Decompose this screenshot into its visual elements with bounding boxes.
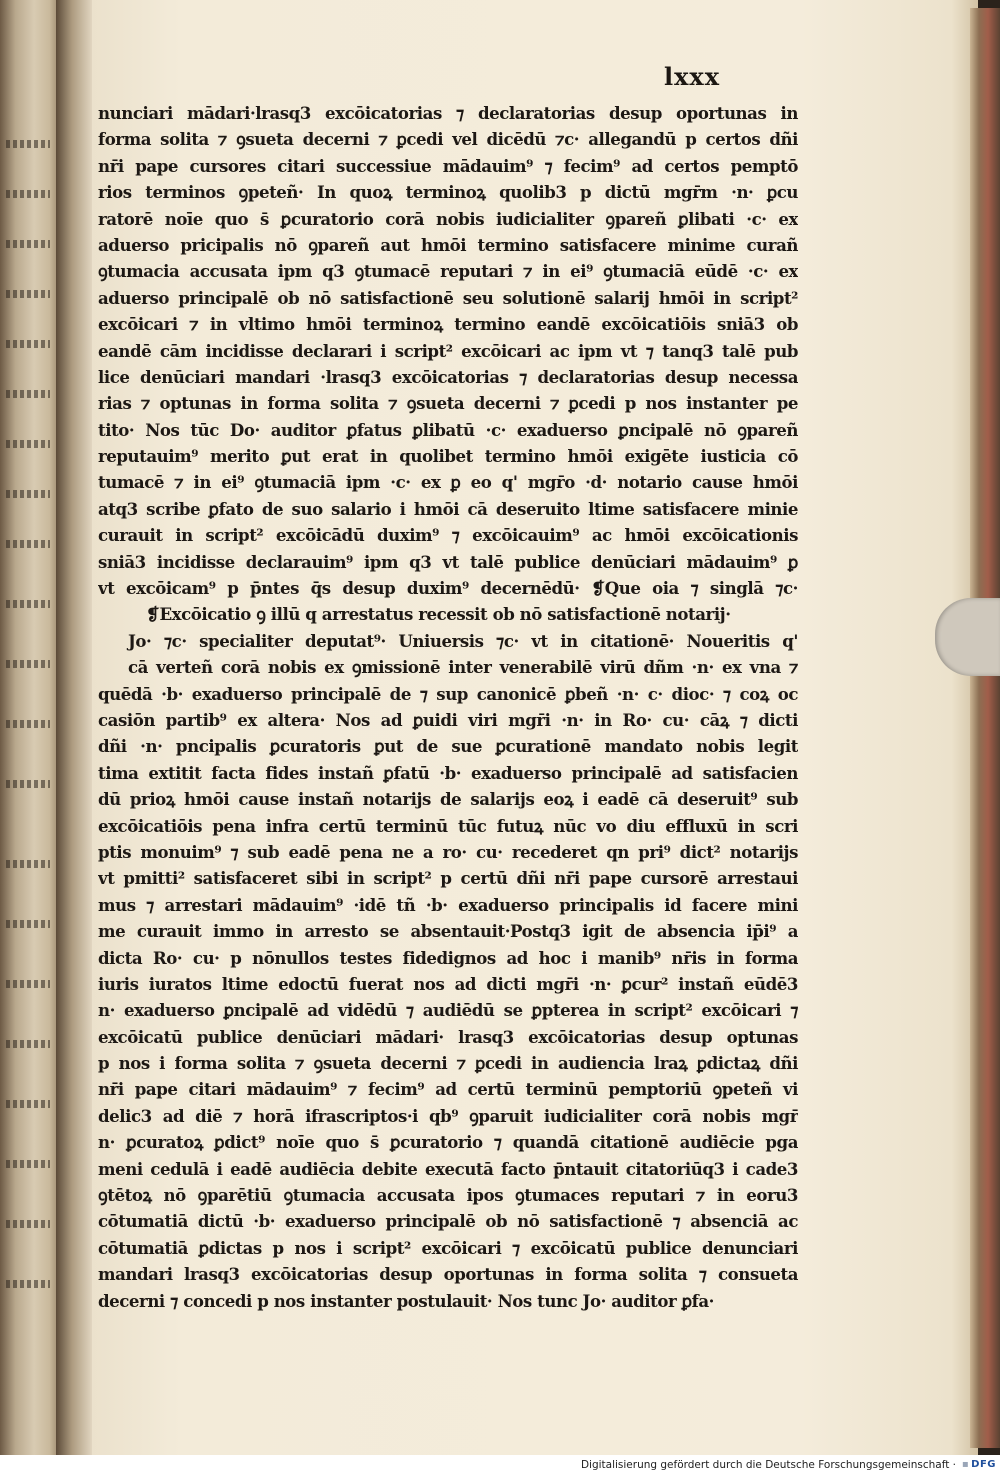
text-line: mandari lrasq3 excōicatorias desup oportunas in forma solita ⁊ consueta [98, 1264, 798, 1285]
book-fore-edge [970, 8, 1000, 1448]
funding-credit: Digitalisierung gefördert durch die Deutsche Forschungsgemeinschaft · [580, 1459, 956, 1471]
text-line: rias ⁊ optunas in forma solita ⁊ ꝯsueta decerni ⁊ ꝑcedi p nos instanter pe [98, 393, 798, 414]
text-line: cā verteñ corā nobis ex ꝯmissionē inter venerabilē virū dñm ·n· ex vna ⁊ [128, 657, 798, 678]
folio-number: lxxx [664, 62, 721, 91]
text-line: n· ꝑcuratoꝝ ꝑdict⁹ noīe quo s̄ ꝑcuratorio ⁊ quandā citationē audiēcie pga [98, 1132, 798, 1153]
text-line: mus ⁊ arrestari mādauim⁹ ·idē tñ ·b· exaduerso principalis id facere mini [98, 894, 798, 915]
text-line: ratorē noīe quo s̄ ꝑcuratorio corā nobis iudicialiter ꝯpareñ ꝑlibati ·c· ex [98, 208, 798, 229]
text-line: ptis monuim⁹ ⁊ sub eadē pena ne a ro· cu· recederet qn pri⁹ dict² notarijs [98, 841, 798, 862]
text-line: nr̄i pape cursores citari successiue mādauim⁹ ⁊ fecim⁹ ad certos pemptō [98, 155, 798, 176]
text-line: ❡Excōicatio ꝯ illū q arrestatus recessit ob nō satisfactionē notarij· [146, 604, 731, 625]
text-line: aduerso pricipalis nō ꝯpareñ aut hmōi termino satisfacere minime curañ [98, 234, 798, 255]
text-line: atq3 scribe ꝑfato de suo salario i hmōi cā deseruito ltime satisfacere minie [98, 498, 798, 519]
text-line: excōicari ⁊ in vltimo hmōi terminoꝝ termino eandē excōicatiōis sniā3 ob [98, 314, 798, 335]
text-line: aduerso principalē ob nō satisfactionē seu solutionē salarij hmōi in script² [98, 287, 798, 308]
dfg-logo-text: DFG [971, 1459, 996, 1470]
text-line: Jo· ⁊c· specialiter deputat⁹· Uniuersis ⁊c· vt in citationē· Noueritis q' [128, 630, 798, 651]
body-text [98, 100, 798, 1314]
text-line: vt pmitti² satisfaceret sibi in script² p certū dñi nr̄i pape cursorē arrestaui [98, 868, 798, 889]
text-line: n· exaduerso ꝑncipalē ad vidēdū ⁊ audiēdū se ꝑpterea in script² excōicari ⁊ [98, 1000, 798, 1021]
text-line: meni cedulā i eadē audiēcia debite executā facto p̄ntauit citatoriūq3 i cade3 [98, 1158, 798, 1179]
text-line: nunciari mādari·lrasq3 excōicatorias ⁊ declaratorias desup oportunas in [98, 103, 798, 123]
text-line: me curauit immo in arresto se absentauit·Postq3 igit de absencia ip̄i⁹ a [98, 921, 798, 942]
text-line: rios terminos ꝯpeteñ· In quoꝝ terminoꝝ quolib3 p dictū mgr̄m ·n· ꝑcu [98, 182, 798, 203]
footer-bar [0, 1455, 1000, 1477]
previous-page-edge [0, 0, 62, 1455]
text-line: nr̄i pape citari mādauim⁹ ⁊ fecim⁹ ad certū terminū pemptoriū ꝯpeteñ vi [98, 1079, 798, 1100]
text-line: tima extitit facta fides instañ ꝑfatū ·b· exaduerso principalē ad satisfacien [98, 762, 798, 783]
text-line: forma solita ⁊ ꝯsueta decerni ⁊ ꝑcedi vel dicēdū ⁊c· allegandū p certos dñi [98, 129, 798, 150]
text-line: cōtumatiā ꝑdictas p nos i script² excōicari ⁊ excōicatū publice denunciari [98, 1237, 798, 1258]
page-clip-tab [935, 598, 1000, 676]
text-line: iuris iuratos ltime edoctū fuerat nos ad dicti mgr̄i ·n· ꝑcur² instañ eūdē3 [98, 973, 798, 994]
text-line: ꝯtumacia accusata ipm q3 ꝯtumacē reputari ⁊ in ei⁹ ꝯtumaciā eūdē ·c· ex [98, 261, 798, 282]
text-line: casiōn partib⁹ ex altera· Nos ad ꝑuidi viri mgr̄i ·n· in Ro· cu· cāꝝ ⁊ dicti [98, 709, 798, 730]
text-line: dicta Ro· cu· p nōnullos testes fidedignos ad hoc i manib⁹ nr̄is in forma [98, 947, 798, 968]
text-line: dñi ·n· pncipalis ꝑcuratoris ꝑut de sue ꝑcurationē mandato nobis legit [98, 736, 798, 757]
text-line: curauit in script² excōicādū duxim⁹ ⁊ excōicauim⁹ ac hmōi excōicationis [98, 525, 798, 546]
text-line: ꝯtētoꝝ nō ꝯparētiū ꝯtumacia accusata ipos ꝯtumaces reputari ⁊ in eoru3 [98, 1185, 798, 1206]
text-line: excōicatiōis pena infra certū terminū tūc futuꝝ nūc vo diu effluxū in scri [98, 815, 798, 836]
text-line: reputauim⁹ merito ꝑut erat in quolibet termino hmōi exigēte iusticia cō [98, 446, 798, 467]
text-line: delic3 ad diē ⁊ horā ifrascriptos·i qb⁹ ꝯparuit iudicialiter corā nobis mgr̄ [98, 1105, 798, 1126]
text-line: cōtumatiā dictū ·b· exaduerso principalē ob nō satisfactionē ⁊ absenciā ac [98, 1211, 798, 1232]
dfg-logo: ▪ DFG [961, 1459, 996, 1470]
text-line: eandē cām incidisse declarari i script² excōicari ac ipm vt ⁊ tanq3 talē pub [98, 340, 798, 361]
text-line: sniā3 incidisse declarauim⁹ ipm q3 vt talē publice denūciari mādauim⁹ ꝑ [98, 551, 798, 572]
text-line: tito· Nos tūc Do· auditor ꝑfatus ꝑlibatū ·c· exaduerso ꝑncipalē nō ꝯpareñ [98, 419, 798, 440]
text-line: excōicatū publice denūciari mādari· lrasq3 excōicatorias desup optunas [98, 1026, 798, 1047]
text-line: decerni ⁊ concedi p nos instanter postulauit· Nos tunc Jo· auditor ꝑfa· [98, 1290, 714, 1311]
text-line: quēdā ·b· exaduerso principalē de ⁊ sup canonicē ꝑbeñ ·n· c· dioc· ⁊ coꝝ oc [98, 683, 798, 704]
text-line: dū prioꝝ hmōi cause instañ notarijs de salarijs eoꝝ i eadē cā deseruit⁹ sub [98, 789, 798, 810]
text-line: lice denūciari mandari ·lrasq3 excōicatorias ⁊ declaratorias desup necessa [98, 366, 798, 387]
text-line: p nos i forma solita ⁊ ꝯsueta decerni ⁊ ꝑcedi in audiencia lraꝝ ꝑdictaꝝ dñi [98, 1053, 798, 1074]
text-line: vt excōicam⁹ p p̄ntes q̄s desup duxim⁹ decernēdū· ❡Que oia ⁊ singlā ⁊c· [98, 578, 798, 599]
text-line: tumacē ⁊ in ei⁹ ꝯtumaciā ipm ·c· ex ꝑ eo q' mgr̄o ·d· notario cause hmōi [98, 472, 798, 493]
